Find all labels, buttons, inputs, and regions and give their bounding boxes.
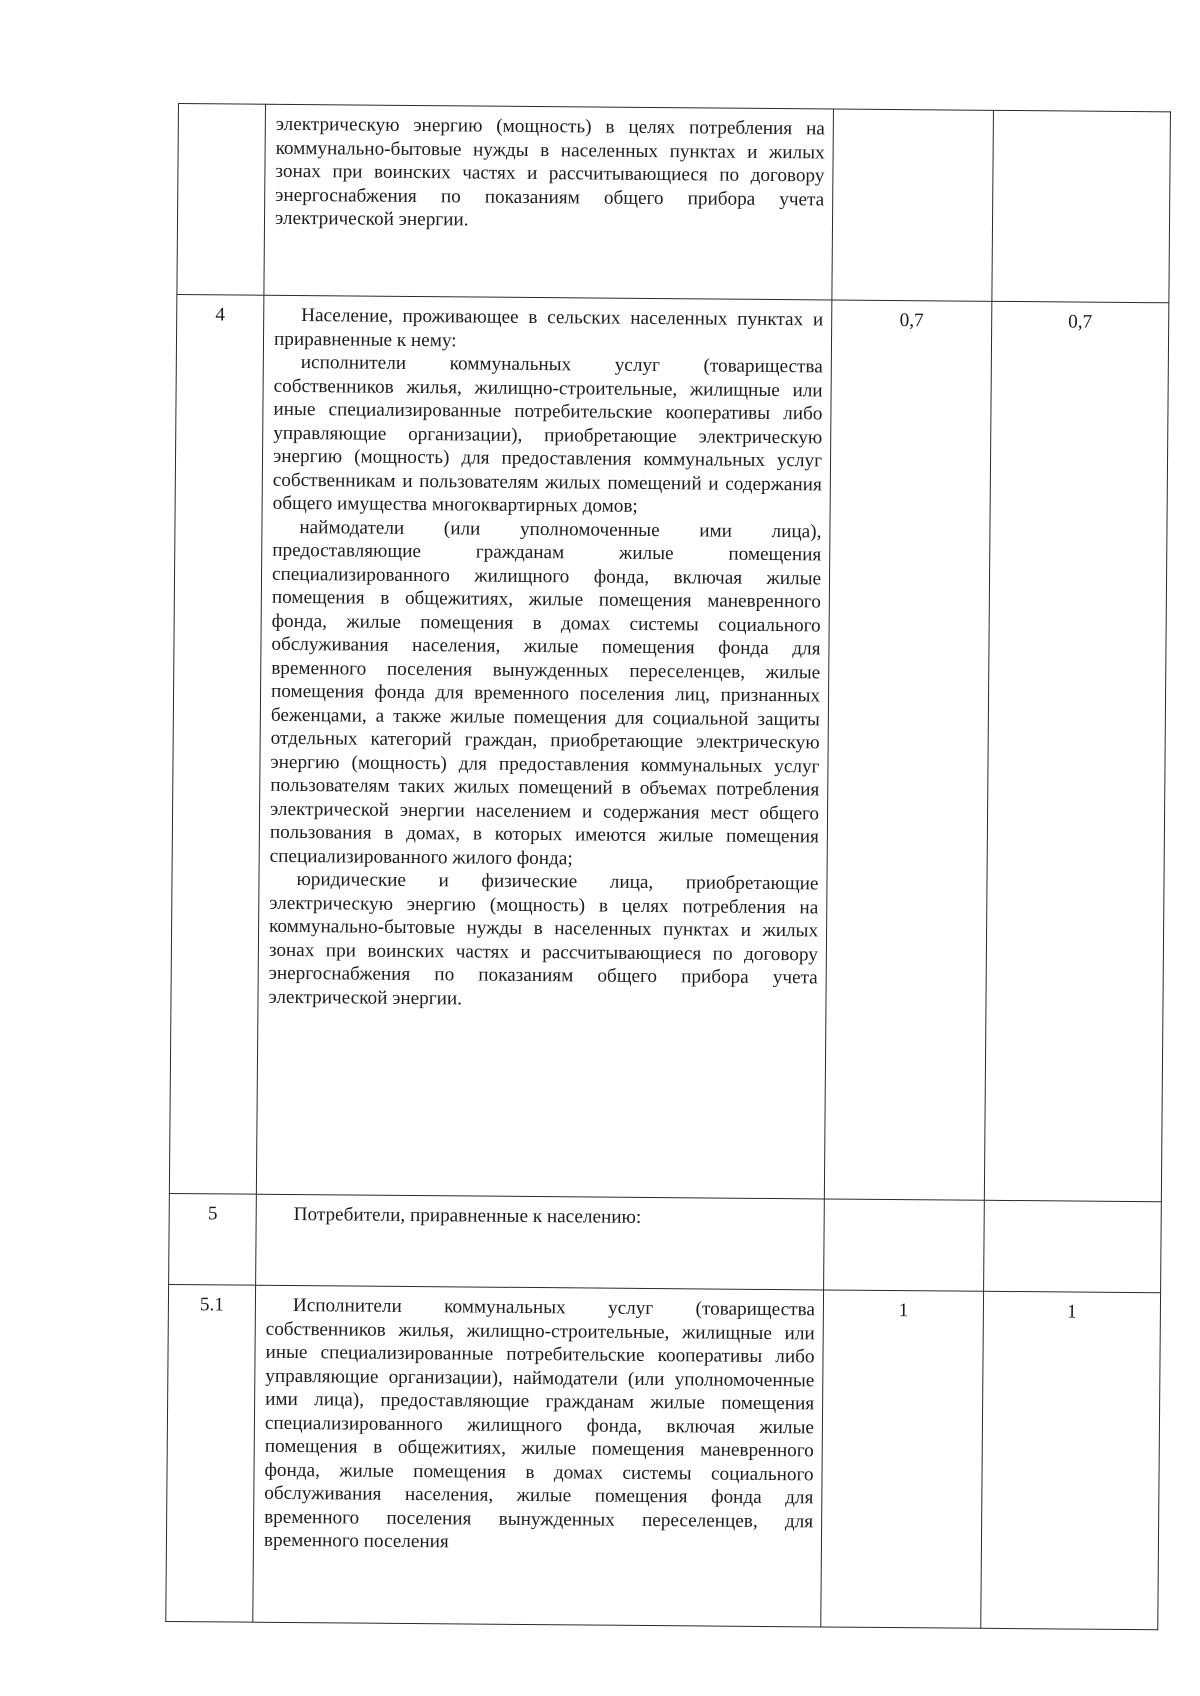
row-description [256, 1194, 825, 1290]
row-description [256, 295, 832, 1199]
table-row [169, 1193, 1162, 1292]
paragraph: электрическую энергию (мощность) в целях потребления на коммунально-бытовые нужды в населенных пунктах и жилых зонах при воинских частях и рассчитывающиеся по договору энергоснабжения по показаниям общего прибора учета электрической энергии. [274, 113, 825, 231]
paragraph: наймодатели (или уполномоченные ими лица), предоставляющие гражданам жилые помещения специализированного жилищного фонда, включая жилые помещения в общежитиях, жилые помещения маневренного фонда, жилые помещения в домах системы социального обслуживания населения, жилые помещения фонда для временного поселения вынужденных переселенцев, жилые помещения фонда для временного поселения лиц, признанных беженцами, а также жилые помещения для социальной защиты отдельных категорий граждан, приобретающие электрическую энергию (мощность) для предоставления коммунальных услуг пользователям таких жилых помещений в объемах потребления электрической энергии населением и содержания мест общего пользования в домах, в которых имеются жилые помещения специализированного жилого фонда; [269, 516, 822, 869]
tariff-table [165, 103, 1171, 1630]
row-number: 4 [169, 294, 264, 1194]
row-value-1 [832, 109, 994, 301]
table-row [177, 104, 1171, 303]
paragraph: Исполнители коммунальных услуг (товарищества собственников жилья, жилищно-строительные, жилищные или иные специализированные потребительские кооперативы либо управляющие организации), наймодатели (или уполномоченные ими лица), предоставляющие гражданам жилые помещения специализированного жилищного фонда, включая жилые помещения в общежитиях, жилые помещения маневренного фонда, жилые помещения в домах системы социального обслуживания населения, жилые помещения фонда для временного поселения вынужденных переселенцев, для временного поселения [263, 1295, 815, 1553]
row-number: 5 [169, 1193, 257, 1285]
paragraph: исполнители коммунальных услуг (товарищества собственников жилья, жилищно-строительные, жилищные или иные специализированные потребительские кооперативы либо управляющие организации), приобретающие электрическую энергию (мощность) для предоставления коммунальных услуг собственникам и пользователям жилых помещений и содержания общего имущества многоквартирных домов; [272, 352, 823, 517]
paragraph: Потребители, приравненные к населению: [293, 1204, 642, 1228]
row-value-1 [824, 1199, 985, 1291]
row-number [177, 104, 266, 296]
row-description [264, 104, 834, 300]
row-value-2 [992, 110, 1171, 302]
table-row [166, 1284, 1161, 1629]
row-number: 5.1 [166, 1284, 256, 1622]
paragraph: юридические и физические лица, приобретающие электрическую энергию (мощность) в целях потребления на коммунально-бытовые нужды в населенных пунктах и жилых зонах при воинских частях и рассчитывающиеся по договору энергоснабжения по показаниям общего прибора учета электрической энергии. [268, 869, 819, 1009]
row-value-2: 0,7 [984, 301, 1169, 1201]
row-value-1: 0,7 [824, 300, 992, 1200]
row-value-1: 1 [821, 1290, 984, 1628]
row-value-2 [984, 1200, 1162, 1292]
row-value-2: 1 [981, 1291, 1161, 1629]
row-description [253, 1285, 824, 1627]
table-row [169, 294, 1168, 1201]
paragraph: Население, проживающее в сельских населенных пунктах и приравненные к нему: [273, 305, 824, 351]
